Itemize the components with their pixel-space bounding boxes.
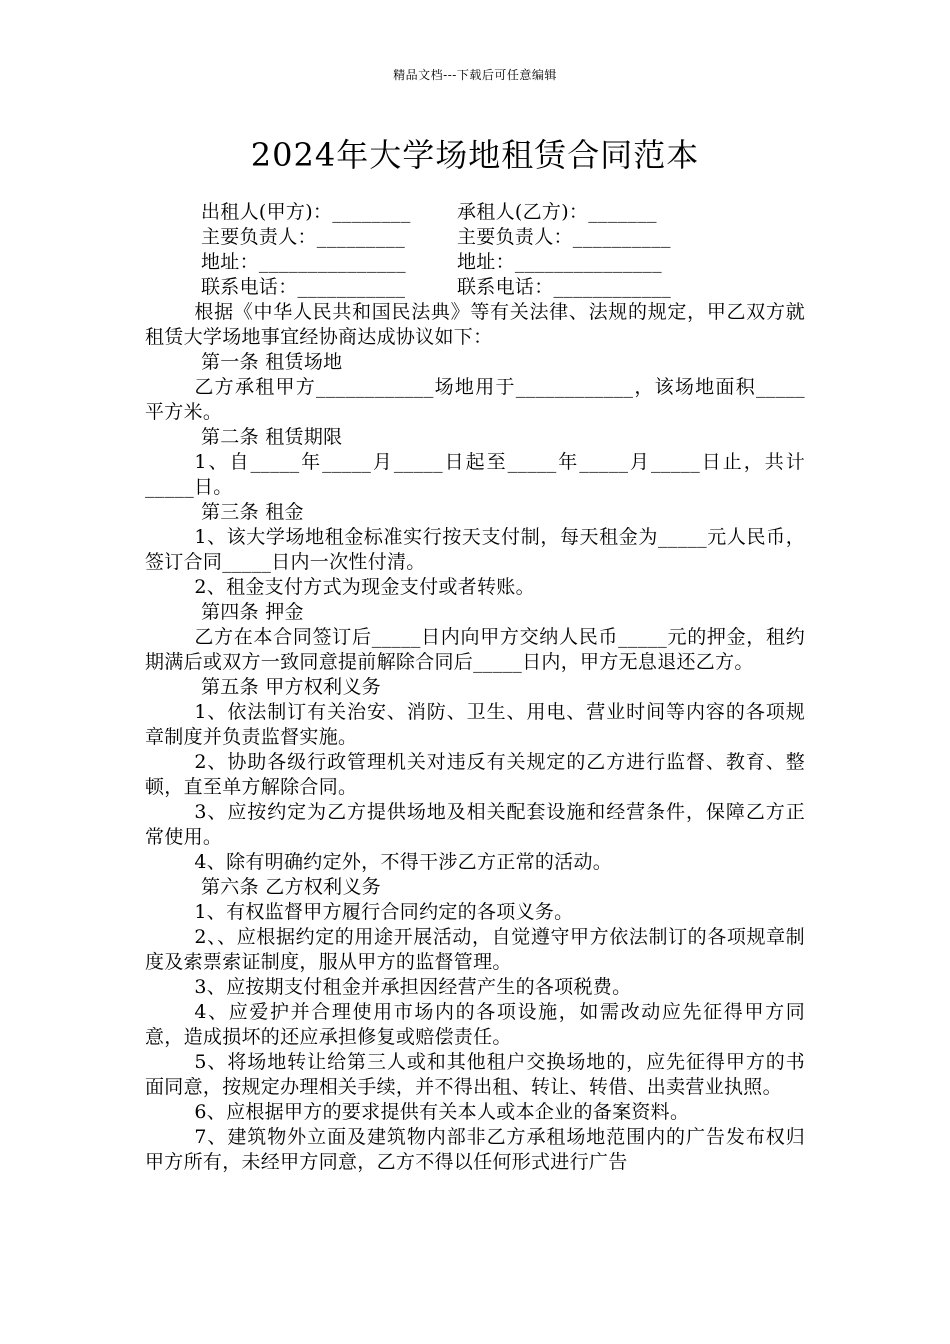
lessee-field: 承租人(乙方)：_______ <box>457 201 657 223</box>
party-row <box>201 225 805 250</box>
article-paragraph: 3、应按期支付租金并承担因经营产生的各项税费。 <box>194 976 632 998</box>
party-row <box>201 275 805 300</box>
lessee-phone-field: 联系电话：____________ <box>457 276 672 298</box>
party-row <box>201 200 805 225</box>
article-paragraph: 1、自_____年_____月_____日起至_____年_____月_____日止，共计_____日。 <box>145 451 805 498</box>
article-heading: 第三条 租金 <box>201 501 304 523</box>
article-heading: 第一条 租赁场地 <box>201 351 343 373</box>
lessee-address-field: 地址：_______________ <box>457 251 662 273</box>
lessee-manager-field: 主要负责人：__________ <box>457 226 671 248</box>
article-paragraph: 6、应根据甲方的要求提供有关本人或本企业的备案资料。 <box>194 1101 690 1123</box>
article-paragraph: 4、除有明确约定外，不得干涉乙方正常的活动。 <box>194 851 613 873</box>
lessor-address-field: 地址：_______________ <box>201 251 406 273</box>
header-note: 精品文档---下载后可任意编辑 <box>393 68 557 82</box>
article-heading: 第四条 押金 <box>201 601 304 623</box>
article-paragraph: 1、该大学场地租金标准实行按天支付制，每天租金为_____元人民币，签订合同_____日内一次性付清。 <box>145 526 805 573</box>
document-title: 2024年大学场地租赁合同范本 <box>250 136 700 174</box>
document-body <box>145 200 805 1175</box>
article-heading: 第六条 乙方权利义务 <box>201 876 382 898</box>
article-paragraph: 3、应按约定为乙方提供场地及相关配套设施和经营条件，保障乙方正常使用。 <box>145 801 805 848</box>
article-paragraph: 2、协助各级行政管理机关对违反有关规定的乙方进行监督、教育、整顿，直至单方解除合同。 <box>145 751 805 798</box>
article-paragraph: 2、租金支付方式为现金支付或者转账。 <box>194 576 535 598</box>
lessor-manager-field: 主要负责人：_________ <box>201 226 406 248</box>
article-paragraph: 乙方在本合同签订后_____日内向甲方交纳人民币_____元的押金，租约期满后或双方一致同意提前解除合同后_____日内，甲方无息退还乙方。 <box>145 626 805 673</box>
party-row <box>201 250 805 275</box>
article-paragraph: 5、将场地转让给第三人或和其他租户交换场地的，应先征得甲方的书面同意，按规定办理相关手续，并不得出租、转让、转借、出卖营业执照。 <box>145 1051 805 1098</box>
article-heading: 第五条 甲方权利义务 <box>201 676 382 698</box>
intro-paragraph: 根据《中华人民共和国民法典》等有关法律、法规的规定，甲乙双方就租赁大学场地事宜经协商达成协议如下： <box>145 301 805 348</box>
article-paragraph: 1、有权监督甲方履行合同约定的各项义务。 <box>194 901 574 923</box>
article-paragraph: 4、应爱护并合理使用市场内的各项设施，如需改动应先征得甲方同意，造成损坏的还应承担修复或赔偿责任。 <box>145 1001 805 1048</box>
article-paragraph: 乙方承租甲方____________场地用于____________，该场地面积_____平方米。 <box>145 376 805 423</box>
article-paragraph: 2、、应根据约定的用途开展活动，自觉遵守甲方依法制订的各项规章制度及索票索证制度，服从甲方的监督管理。 <box>145 926 805 973</box>
article-heading: 第二条 租赁期限 <box>201 426 343 448</box>
article-paragraph: 7、建筑物外立面及建筑物内部非乙方承租场地范围内的广告发布权归甲方所有，未经甲方同意，乙方不得以任何形式进行广告 <box>145 1126 805 1173</box>
article-paragraph: 1、依法制订有关治安、消防、卫生、用电、营业时间等内容的各项规章制度并负责监督实施。 <box>145 701 805 748</box>
lessor-phone-field: 联系电话：___________ <box>201 276 406 298</box>
lessor-field: 出租人(甲方)：________ <box>201 201 411 223</box>
